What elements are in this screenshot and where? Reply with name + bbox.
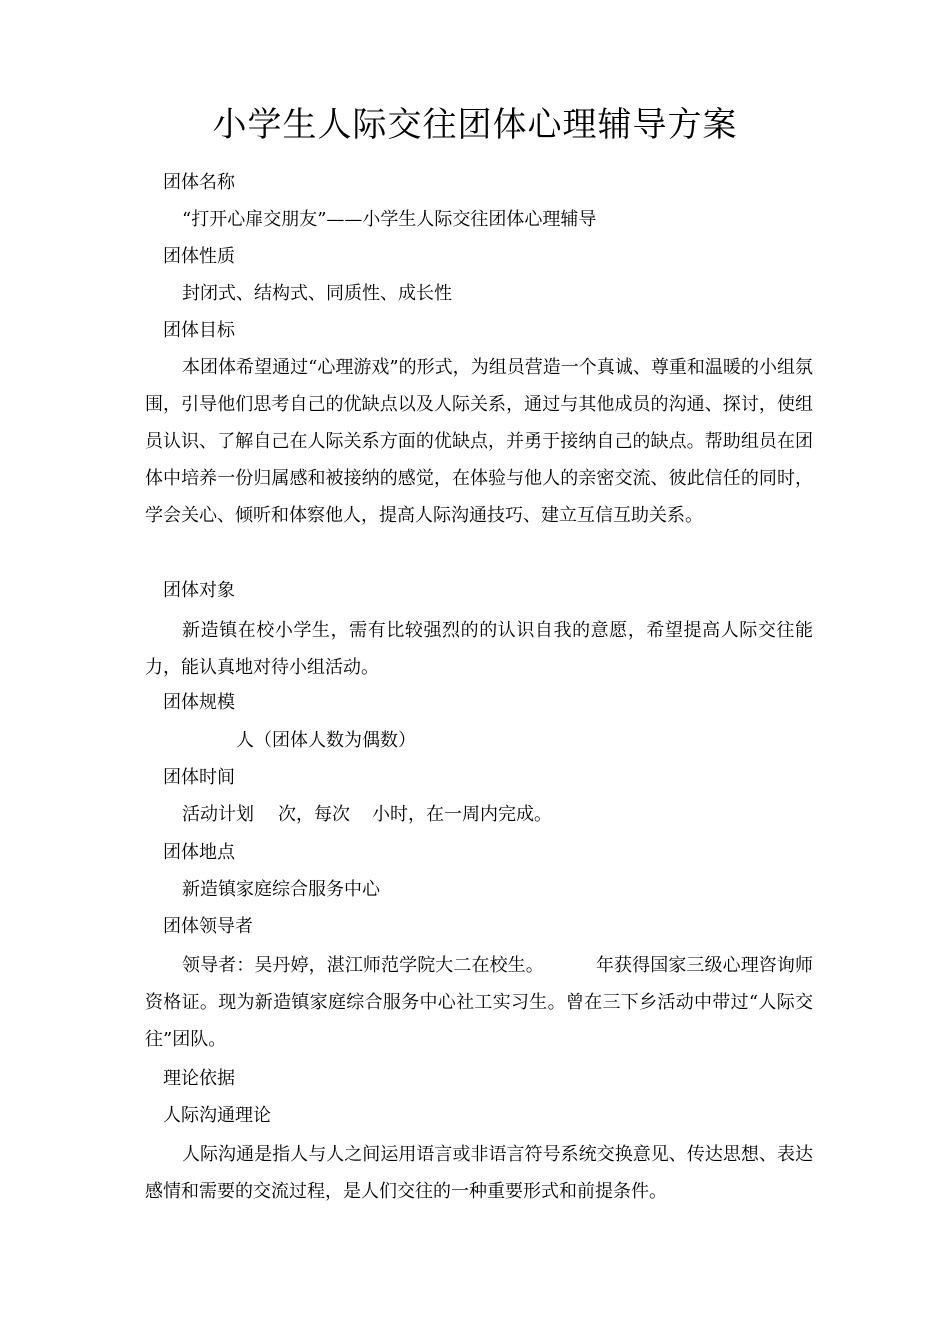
- leader-intro: 领导者：吴丹婷，湛江师范学院大二在校生。: [182, 955, 544, 976]
- group-leader-heading: 团体领导者: [163, 916, 253, 937]
- time-each-label: 次，每次: [278, 804, 350, 825]
- group-goal-heading: 团体目标: [163, 320, 235, 341]
- theory-heading: 理论依据: [163, 1068, 235, 1089]
- time-plan-label: 活动计划: [182, 804, 254, 825]
- time-hours-label: 小时，在一周内完成。: [372, 804, 552, 825]
- group-time-value: [182, 802, 552, 828]
- group-name-value: “打开心扉交朋友”——小学生人际交往团体心理辅导: [182, 209, 597, 230]
- group-scale-value: 人（团体人数为偶数）: [236, 730, 416, 751]
- theory-sub-heading: 人际沟通理论: [163, 1105, 271, 1126]
- group-nature-heading: 团体性质: [163, 246, 235, 267]
- group-scale-heading: 团体规模: [163, 692, 235, 713]
- group-place-value: 新造镇家庭综合服务中心: [182, 879, 380, 900]
- group-target-heading: 团体对象: [163, 580, 235, 601]
- group-time-heading: 团体时间: [163, 767, 235, 788]
- group-nature-value: 封闭式、结构式、同质性、成长性: [182, 283, 452, 304]
- leader-detail: 年获得国家三级心理咨询师资格证。现为新造镇家庭综合服务中心社工实习生。曾在三下乡活动中带过“人际交往”团队。: [145, 955, 813, 1050]
- document-title: 小学生人际交往团体心理辅导方案: [212, 105, 738, 145]
- group-goal-paragraph: 本团体希望通过“心理游戏”的形式，为组员营造一个真诚、尊重和温暖的小组氛围，引导他们思考自己的优缺点以及人际关系，通过与其他成员的沟通、探讨，使组员认识、了解自己在人际关系方面的优缺点，并勇于接纳自己的缺点。帮助组员在团体中培养一份归属感和被接纳的感觉，在体验与他人的亲密交流、彼此信任的同时，学会关心、倾听和体察他人，提高人际沟通技巧、建立互信互助关系。: [145, 357, 813, 526]
- group-target-paragraph: 新造镇在校小学生，需有比较强烈的的认识自我的意愿，希望提高人际交往能力，能认真地对待小组活动。: [145, 620, 813, 678]
- group-place-heading: 团体地点: [163, 842, 235, 863]
- group-leader-paragraph: [145, 947, 813, 1058]
- group-name-heading: 团体名称: [163, 172, 235, 193]
- theory-paragraph: 人际沟通是指人与人之间运用语言或非语言符号系统交换意见、传达思想、表达感情和需要的交流过程，是人们交往的一种重要形式和前提条件。: [145, 1144, 813, 1202]
